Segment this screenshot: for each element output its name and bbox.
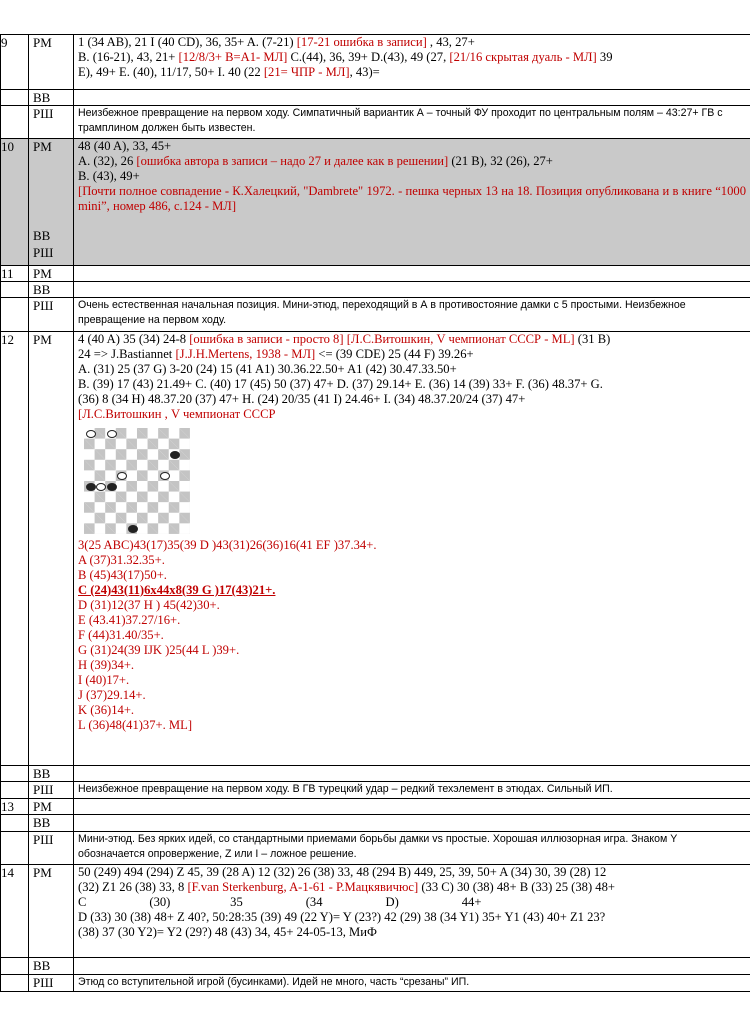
row-code: РМ bbox=[29, 865, 74, 958]
review-text bbox=[74, 90, 750, 106]
text-line: 24 => J.Bastiannet [J.J.H.Mertens, 1938 - МЛ] <= (39 CDE) 25 (44 F) 39.26+ bbox=[78, 347, 474, 361]
solution-text bbox=[74, 139, 750, 266]
problem-number: 10 bbox=[1, 139, 29, 266]
table-row bbox=[1, 958, 750, 975]
problem-number: 9 bbox=[1, 35, 29, 90]
row-code: РШ bbox=[29, 832, 74, 865]
row-code: РМ bbox=[29, 799, 74, 815]
text-line: B. (39) 17 (43) 21.49+ C. (40) 17 (45) 50 (37) 47+ D. (37) 29.14+ E. (36) 14 (39) 33+ F. (36) 48.37+ G. bbox=[78, 377, 603, 391]
solution-text bbox=[74, 35, 750, 90]
row-code: РШ bbox=[29, 298, 74, 332]
table-row bbox=[1, 766, 750, 782]
text-line: E), 49+ E. (40), 11/17, 50+ I. 40 (22 [21= ЧПР - МЛ], 43)= bbox=[78, 65, 380, 79]
row-code: РМ bbox=[29, 332, 74, 766]
row-code: ВВ bbox=[29, 90, 74, 106]
comment-text: Очень естественная начальная позиция. Мини-этюд, переходящий в А в противостояние дамки с 5 простыми. Неизбежное превращение на первом ходу. bbox=[74, 298, 750, 332]
row-code: РМ bbox=[29, 35, 74, 90]
table-row bbox=[1, 782, 750, 799]
table-row bbox=[1, 282, 750, 298]
table-row bbox=[1, 832, 750, 865]
row-code: РМ bbox=[29, 266, 74, 282]
solution-line: H (39)34+. bbox=[78, 658, 135, 672]
solution-line: G (31)24(39 IJK )25(44 L )39+. bbox=[78, 643, 240, 657]
text-line: B. (43), 49+ bbox=[78, 169, 140, 183]
black-piece bbox=[86, 483, 96, 491]
table-row bbox=[1, 35, 750, 90]
solution-line: A (37)31.32.35+. bbox=[78, 553, 165, 567]
solution-line: C (24)43(11)6x44x8(39 G )17(43)21+. bbox=[78, 583, 276, 597]
white-piece bbox=[117, 472, 127, 480]
text-line: (36) 8 (34 H) 48.37.20 (37) 47+ H. (24) 20/35 (41 I) 24.46+ I. (34) 48.37.20/24 (37) 47+ bbox=[78, 392, 526, 406]
row-code: ВВ bbox=[29, 815, 74, 832]
text-line: 50 (249) 494 (294) Z 45, 39 (28 A) 12 (32) 26 (38) 33, 48 (294 B) 449, 25, 39, 50+ A (34) 30, 39 (28) 12 bbox=[78, 865, 607, 879]
table-row bbox=[1, 799, 750, 815]
row-code: РШ bbox=[29, 975, 74, 992]
row-code: ВВ bbox=[29, 282, 74, 298]
row-code: ВВ bbox=[29, 766, 74, 782]
row-code: РМ ВВ РШ bbox=[29, 139, 74, 266]
text-line: (32) Z1 26 (38) 33, 8 [F.van Sterkenburg, A-1-61 - Р.Мацкявичюс] (33 C) 30 (38) 48+ B (33) 25 (38) 48+ bbox=[78, 880, 615, 894]
solution-line: E (43.41)37.27/16+. bbox=[78, 613, 181, 627]
table-row bbox=[1, 106, 750, 139]
comment-text: Неизбежное превращение на первом ходу. В ГВ турецкий удар – редкий техэлемент в этюдах. Сильный ИП. bbox=[74, 782, 750, 799]
solution-line: J (37)29.14+. bbox=[78, 688, 146, 702]
solution-text bbox=[74, 332, 750, 766]
problem-number: 14 bbox=[1, 865, 29, 958]
problem-number: 11 bbox=[1, 266, 29, 282]
row-code: ВВ bbox=[29, 958, 74, 975]
table-row bbox=[1, 975, 750, 992]
checkers-diagram bbox=[84, 428, 190, 534]
black-piece bbox=[128, 525, 138, 533]
black-piece bbox=[107, 483, 117, 491]
row-code: РШ bbox=[29, 106, 74, 139]
white-piece bbox=[160, 472, 170, 480]
text-line: D (33) 30 (38) 48+ Z 40?, 50:28:35 (39) 49 (22 Y)= Y (23?) 42 (29) 38 (34 Y1) 35+ Y1 (43) 40+ Z1 23? bbox=[78, 910, 606, 924]
comment-text: Этюд со вступительной игрой (бусинками). Идей не много, часть “срезаны” ИП. bbox=[74, 975, 750, 992]
table-row bbox=[1, 332, 750, 766]
text-line: 1 (34 AB), 21 I (40 CD), 36, 35+ A. (7-21) [17-21 ошибка в записи] , 43, 27+ bbox=[78, 35, 475, 49]
table-row bbox=[1, 139, 750, 266]
text-line: B. (16-21), 43, 21+ [12/8/3+ B=A1- МЛ] C.(44), 36, 39+ D.(43), 49 (27, [21/16 скрытая дуаль - МЛ] 39 bbox=[78, 50, 613, 64]
table-row bbox=[1, 298, 750, 332]
source-note: [Почти полное совпадение - К.Халецкий, "Dambrete" 1972. - пешка черных 13 на 18. Позиция опубликована и в книге “1000 mini”, номер 486, с.124 - МЛ] bbox=[78, 184, 746, 213]
solution-line: I (40)17+. bbox=[78, 673, 130, 687]
document-table bbox=[0, 34, 750, 992]
solution-line: 3(25 ABC)43(17)35(39 D )43(31)26(36)16(41 EF )37.34+. bbox=[78, 538, 377, 552]
text-line: [Л.С.Витошкин , V чемпионат СССР bbox=[78, 407, 276, 421]
row-code: РШ bbox=[29, 782, 74, 799]
text-line: A. (32), 26 [ошибка автора в записи – надо 27 и далее как в решении] (21 B), 32 (26), 27+ bbox=[78, 154, 553, 168]
text-line: 4 (40 A) 35 (34) 24-8 [ошибка в записи - просто 8] [Л.С.Витошкин, V чемпионат СССР - ML] (31 B) bbox=[78, 332, 611, 346]
solution-line: L (36)48(41)37+. ML] bbox=[78, 718, 193, 732]
text-line: C (30) 35 (34 D) 44+ bbox=[78, 895, 482, 909]
table-row bbox=[1, 815, 750, 832]
solution-line: D (31)12(37 H ) 45(42)30+. bbox=[78, 598, 220, 612]
solution-text bbox=[74, 865, 750, 958]
text-line: A. (31) 25 (37 G) 3-20 (24) 15 (41 A1) 30.36.22.50+ A1 (42) 30.47.33.50+ bbox=[78, 362, 457, 376]
solution-line: K (36)14+. bbox=[78, 703, 135, 717]
comment-text: Неизбежное превращение на первом ходу. Симпатичный вариантик А – точный ФУ проходит по центральным полям – 43:27+ ГВ с трамплином должен быть известен. bbox=[74, 106, 750, 139]
table-row bbox=[1, 266, 750, 282]
text-line: (38) 37 (30 Y2)= Y2 (29?) 48 (43) 34, 45+ 24-05-13, МиФ bbox=[78, 925, 377, 939]
black-piece bbox=[170, 451, 180, 459]
comment-text: Мини-этюд. Без ярких идей, со стандартными приемами борьбы дамки vs простые. Хорошая иллюзорная игра. Знаком Y обозначается опровержение, Z или I – ложное решение. bbox=[74, 832, 750, 865]
white-piece bbox=[107, 430, 117, 438]
solution-line: B (45)43(17)50+. bbox=[78, 568, 167, 582]
table-row bbox=[1, 90, 750, 106]
white-piece bbox=[96, 483, 106, 491]
solution-line: F (44)31.40/35+. bbox=[78, 628, 164, 642]
white-piece bbox=[86, 430, 96, 438]
text-line: 48 (40 A), 33, 45+ bbox=[78, 139, 172, 153]
table-row bbox=[1, 865, 750, 958]
problem-number: 13 bbox=[1, 799, 29, 815]
problem-number: 12 bbox=[1, 332, 29, 766]
